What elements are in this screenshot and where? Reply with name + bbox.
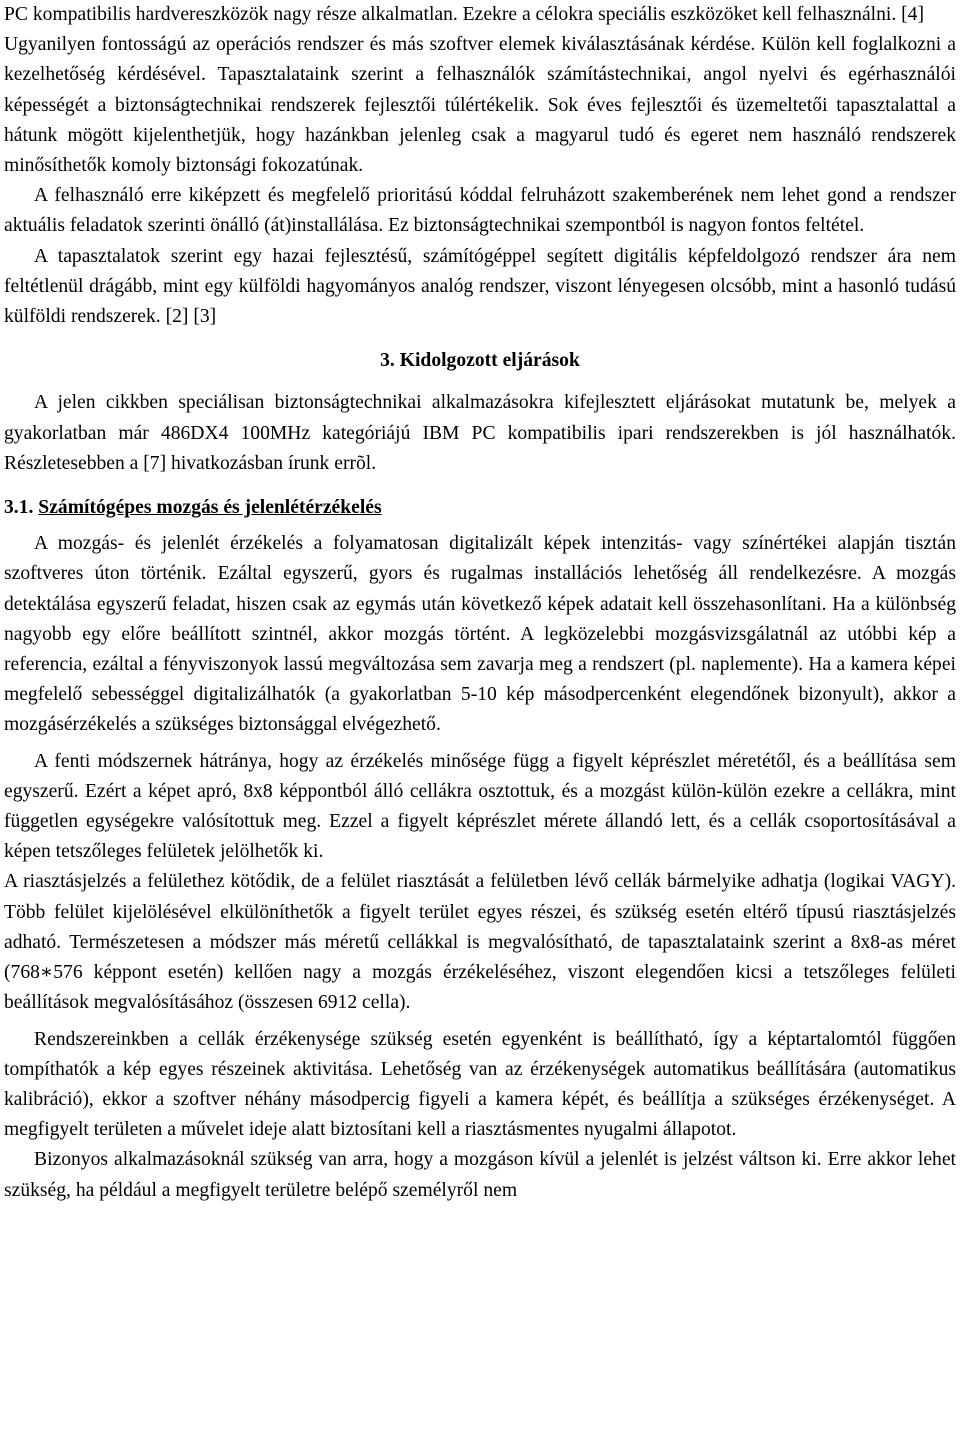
subsection-heading: [4, 493, 956, 523]
paragraph-hardware: PC kompatibilis hardvereszközök nagy része alkalmatlan. Ezekre a célokra speciális eszközöket kell felhasználni. [4]: [4, 4, 924, 25]
paragraph-installation: A felhasználó erre kiképzett és megfelelő prioritású kóddal felruházott szakemberének nem lehet gond a rendszer aktuális feladatok szerinti önálló (át)installálása. Ez biztonságtechnikai szempontból is nagyon fontos feltétel.: [4, 185, 956, 237]
section-title: Kidolgozott eljárások: [399, 350, 580, 372]
paragraph-motion-detection: A mozgás- és jelenlét érzékelés a folyamatosan digitalizált képek intenzitás- vagy színértékei alapján tisztán szoftveres úton történik. Ezáltal egyszerű, gyors és rugalmas installációs lehetőség áll rendelkezésre. A mozgás detektálása egyszerű feladat, hiszen csak az egymás után következő képek adatait kell összehasonlítani. Ha a különbség nagyobb egy előre beállított szintnél, akkor mozgás történt. A legközelebbi mozgásvizsgálatnál az utóbbi kép a referencia, ezáltal a fényviszonyok lassú megváltozása sem zavarja meg a rendszert (pl. naplemente). Ha a kamera képei megfelelő sebességgel digitalizálhatók (a gyakorlatban 5-10 kép másodpercenként elegendőnek bizonyult), akkor a mozgásérzékelés a szükséges biztonsággal elvégezhető.: [4, 533, 956, 736]
paragraph-presence: Bizonyos alkalmazásoknál szükség van arra, hogy a mozgáson kívül a jelenlét is jelzést váltson ki. Erre akkor lehet szükség, ha például a megfigyelt területre belépő személyről nem: [4, 1149, 956, 1201]
paragraph-sensitivity: Rendszereinkben a cellák érzékenysége szükség esetén egyenként is beállítható, így a képtartalomtól függően tompíthatók a kép egyes részeinek aktivitása. Lehetőség van az érzékenységek automatikus beállítására (automatikus kalibráció), ekkor a szoftver néhány másodpercig figyeli a kamera képét, és beállítja a szükséges érzékenységet. A megfigyelt területen a művelet ideje alatt biztosítani kell a riasztásmentes nyugalmi állapotot.: [4, 1028, 956, 1141]
paragraph-cells: A fenti módszernek hátránya, hogy az érzékelés minősége függ a figyelt képrészlet méretétől, és a beállítása sem egyszerű. Ezért a képet apró, 8x8 képpontból álló cellákra osztottuk, és a mozgást külön-külön ezekre a cellákra, mint független egységekre valósítottuk meg. Ezzel a figyelt képrészlet mérete állandó lett, és a cellák csoportosításával a képen tetszőleges felületek jelölhetők ki.: [4, 750, 956, 863]
section-heading: [4, 346, 956, 376]
paragraph-alarm: A riasztásjelzés a felülethez kötődik, de a felület riasztását a felületben lévő cellák bármelyike adhatja (logikai VAGY). Több felület kijelölésével elkülöníthetők a figyelt terület egyes részei, és szükség esetén eltérő típusú riasztásjelzés adható. Természetesen a módszer más méretű cellákkal is megvalósítható, de tapasztalataink szerint a 8x8-as méret (768∗576 képpont esetén) kellően nagy a mozgás érzékeléséhez, viszont elegendően kicsi a tetszőleges felületi beállítások megvalósításához (összesen 6912 cella).: [4, 871, 956, 1014]
paragraph-cost: A tapasztalatok szerint egy hazai fejlesztésű, számítógéppel segített digitális képfeldolgozó rendszer ára nem feltétlenül drágább, mint egy külföldi hagyományos analóg rendszer, viszont lényegesen olcsóbb, mint a hasonló tudású külföldi rendszerek. [2] [3]: [4, 245, 956, 328]
paragraph-os-selection: Ugyanilyen fontosságú az operációs rendszer és más szoftver elemek kiválasztásának kérdése. Külön kell foglalkozni a kezelhetőség kérdésével. Tapasztalataink szerint a felhasználók számítástechnikai, angol nyelvi és egérhasználói képességét a biztonságtechnikai rendszerek fejlesztői túlértékelik. Sok éves fejlesztői és üzemeltetői tapasztalattal a hátunk mögött kijelenthetjük, hogy hazánkban jelenleg csak a magyarul tudó és egeret nem használó rendszerek minősíthetők komoly biztonsági fokozatúnak.: [4, 34, 956, 177]
subsection-number: 3.1.: [4, 497, 34, 519]
document-page: [4, 0, 956, 1206]
paragraph-intro: A jelen cikkben speciálisan biztonságtechnikai alkalmazásokra kifejlesztett eljárásokat mutatunk be, melyek a gyakorlatban már 486DX4 100MHz kategóriájú IBM PC kompatibilis ipari rendszerekben is jól használhatók. Részletesebben a [7] hivatkozásban írunk errõl.: [4, 392, 956, 474]
section-number: 3.: [380, 350, 395, 372]
subsection-title: Számítógépes mozgás és jelenlétérzékelés: [38, 497, 382, 519]
